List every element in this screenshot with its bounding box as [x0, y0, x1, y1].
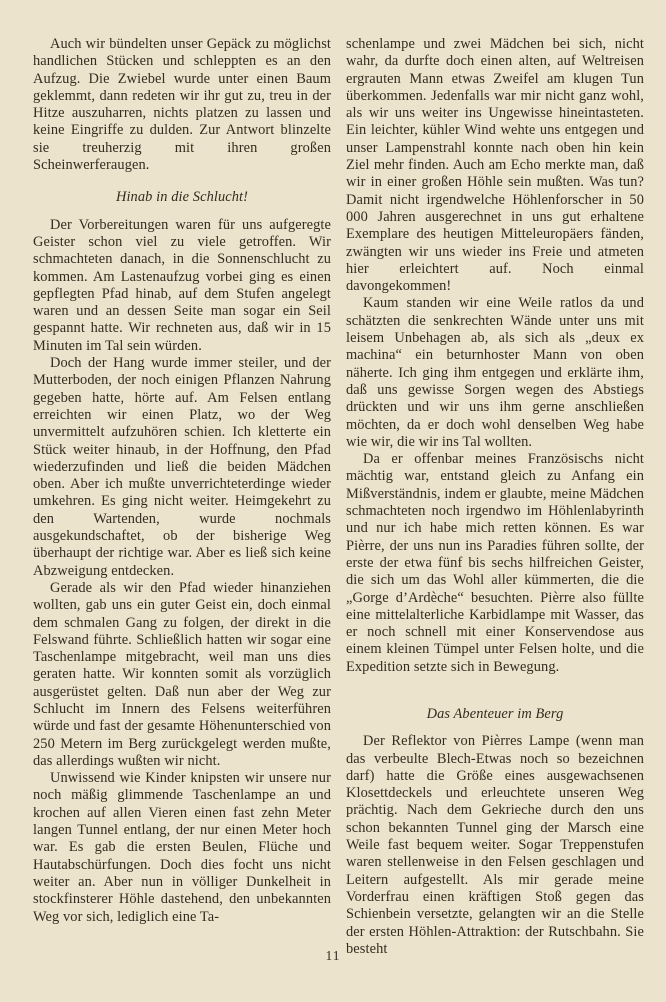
paragraph: Der Vorbereitungen waren für uns aufgeregte Geister schon viel zu viele getroffen. Wir schmachteten danach, in die Sonnenschlucht zu kommen. Am Lastenaufzug vorbei ging es einen gepflegten Pfad hinab, auf dem Stufen angelegt waren und an dessen Seite man sogar ein Seil gespannt hatte. Wir rechneten aus, daß wir in 15 Minuten im Tal sein würden. — [33, 216, 331, 354]
paragraph: Gerade als wir den Pfad wieder hinanziehen wollten, gab uns ein guter Geist ein, doch einmal dem schmalen Gang zu folgen, der direkt in die Felswand führte. Schließlich hatten wir sogar eine Taschenlampe mitgebracht, weil man uns dies geraten hatte. Wir konnten somit als vorzüglich ausgerüstet gelten. Daß nun aber der Weg zur Schlucht im Innern des Felsens weiterführen würde und fast der gesamte Höhenunterschied von 250 Metern im Berg zurückgelegt werden mußte, das allerdings wußten wir nicht. — [33, 579, 331, 769]
text-column-left — [33, 36, 331, 958]
paragraph: schenlampe und zwei Mädchen bei sich, nicht wahr, da durfte doch einen alten, auf Weltreisen ergrauten Mann etwas Zweifel am klugen Tun überkommen. Jedenfalls war mir nicht ganz wohl, als wir uns weiter ins Ungewisse hineintasteten. Ein leichter, kühler Wind wehte uns entgegen und unser Lampenstrahl konnte nach oben hin kein Ziel mehr finden. Auch am Echo merkte man, daß wir in einer großen Höhle sein mußten. Was tun? Damit nicht irgendwelche Höhlenforscher in 50 000 Jahren ausgerechnet in uns gut erhaltene Exemplare des heutigen Mitteleuropäers fänden, zwängten wir uns wieder ins Freie und atmeten hier erleichtert auf. Noch einmal davongekommen! — [346, 36, 644, 295]
paragraph: Doch der Hang wurde immer steiler, und der Mutterboden, der noch einigen Pflanzen Nahrung gegeben hatte, hörte auf. Am Felsen entlang erreichten wir einen Platz, wo der Weg unvermittelt aufzuhören schien. Ich kletterte ein Stück weiter hinaub, in der Hoffnung, den Pfad wiederzufinden und ließ die beiden Mädchen oben. Aber ich mußte unverrichteterdinge wieder umkehren. Es ging nicht weiter. Heimgekehrt zu den Wartenden, wurde nochmals ausgekundschaftet, ob der bisherige Weg überhaupt der richtige war. Aber es ließ sich keine Abzweigung entdecken. — [33, 355, 331, 579]
text-column-right — [346, 36, 644, 958]
paragraph: Unwissend wie Kinder knipsten wir unsere nur noch mäßig glimmende Taschenlampe an und krochen auf allen Vieren einen fast zehn Meter langen Tunnel entlang, der nur einen Meter hoch war. Es gab die ersten Beulen, Flüche und Hautabschürfungen. Doch dies focht uns nicht weiter an. Aber nun in völliger Dunkelheit in stockfinsterer Höhle dastehend, den unbekannten Weg vor sich, lediglich eine Ta- — [33, 770, 331, 925]
paragraph: Da er offenbar meines Französischs nicht mächtig war, entstand gleich zu Anfang ein Mißverständnis, indem er glaubte, meine Mädchen schmachteten noch irgendwo im Höhlenlabyrinth und nur ich habe mich retten können. Es war Pièrre, der uns nun ins Paradies führen sollte, der erste der etwa fünf bis sechs hilfreichen Geister, die sich um das Wohl aller kümmerten, die die „Gorge d’Ardèche“ besuchten. Pièrre also füllte eine mittelalterliche Karbidlampe mit Wasser, das er noch schnell mit einer Konservendose aus einem kleinen Tümpel unter Felsen holte, und die Expedition setzte sich in Bewegung. — [346, 451, 644, 675]
paragraph: Kaum standen wir eine Weile ratlos da und schätzten die senkrechten Wände unter uns mit leisem Unbehagen ab, als sich als „deux ex machina“ ein beturnhoster Mann von oben näherte. Ich ging ihm entgegen und erklärte ihm, daß uns gewisse Sorgen wegen des Abstiegs drückten und wir uns ihm gerne anschließen möchten, da er doch wohl denselben Weg habe wie wir, die wir ins Tal wollten. — [346, 295, 644, 450]
two-column-text — [33, 36, 644, 958]
section-heading: Das Abenteuer im Berg — [426, 705, 564, 722]
paragraph: Auch wir bündelten unser Gepäck zu möglichst handlichen Stücken und schleppten es an den Aufzug. Die Zwiebel wurde unter einen Baum geklemmt, dann redeten wir ihr gut zu, treu in der Hitze auszuharren, nichts platzen zu lassen und keine Eingriffe zu dulden. Zur Antwort blinzelte sie treuherzig mit ihren großen Scheinwerferaugen. — [33, 36, 331, 174]
paragraph: Der Reflektor von Pièrres Lampe (wenn man das verbeulte Blech-Etwas noch so bezeichnen darf) hatte die Größe eines ausgewachsenen Klosettdeckels und erleuchtete unseren Weg prächtig. Nach dem Gekrieche durch den uns schon bekannten Tunnel ging der Marsch eine Weile fast bequem weiter. Sogar Treppenstufen waren stellenweise in den Felsen geschlagen und Leitern aufgestellt. Als mir gerade meine Vorderfrau einen kräftigen Stoß gegen das Schienbein versetzte, gelangten wir an die Stelle der ersten Höhlen-Attraktion: der Rutschbahn. Sie besteht — [346, 733, 644, 957]
page-number: 11 — [325, 948, 341, 963]
section-heading: Hinab in die Schlucht! — [115, 189, 249, 206]
